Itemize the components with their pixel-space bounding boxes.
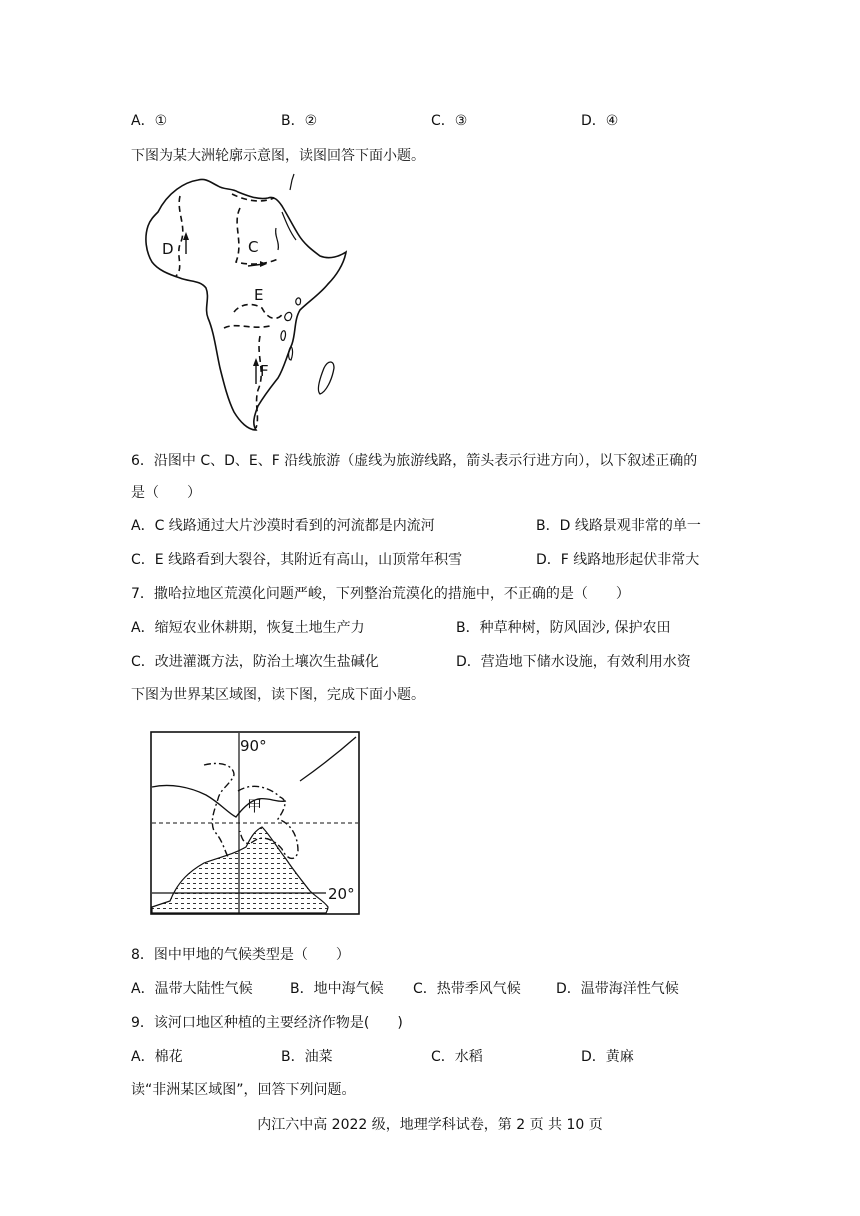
q6-option-d: D．F 线路地形起伏非常大 [536,552,700,568]
q8-option-c: C．热带季风气候 [413,981,521,997]
latitude-label: 20° [328,885,355,903]
q5-option-b: B．② [281,113,318,129]
q9-stem: 9．该河口地区种植的主要经济作物是( ) [131,1015,403,1031]
q6-option-b: B．D 线路景观非常的单一 [536,518,701,534]
route-label-d: D [162,240,174,258]
q9-option-d: D．黄麻 [581,1049,634,1065]
q6-option-c: C．E 线路看到大裂谷，其附近有高山，山顶常年积雪 [131,552,463,568]
next-intro: 读“非洲某区域图”，回答下列问题。 [131,1082,356,1098]
madagascar [318,362,334,394]
q7-stem: 7．撒哈拉地区荒漠化问题严峻，下列整治荒漠化的措施中，不正确的是（ ） [131,586,630,602]
q8-option-b: B．地中海气候 [290,981,384,997]
africa-intro: 下图为某大洲轮廓示意图，读图回答下面小题。 [131,148,425,164]
q7-option-a: A．缩短农业休耕期，恢复土地生产力 [131,620,365,636]
region-map [150,731,361,916]
africa-map [140,172,350,434]
region-intro: 下图为世界某区域图，读下图，完成下面小题。 [131,687,425,703]
route-label-e: E [254,286,264,304]
route-label-c: C [248,238,259,256]
q5-option-c: C．③ [431,113,468,129]
q8-option-a: A．温带大陆性气候 [131,981,253,997]
q7-option-c: C．改进灌溉方法，防治土壤次生盐碱化 [131,654,379,670]
q9-option-a: A．棉花 [131,1049,183,1065]
q6-stem-line2: 是（ ） [131,485,201,501]
route-label-f: F [260,362,269,380]
page-footer: 内江六中高 2022 级，地理学科试卷，第 2 页 共 10 页 [257,1117,603,1133]
place-label-jia: 甲 [247,797,263,815]
q7-option-b: B．种草种树，防风固沙, 保护农田 [456,620,671,636]
q9-option-b: B．油菜 [281,1049,333,1065]
q6-stem-line1: 6．沿图中 C、D、E、F 沿线旅游（虚线为旅游线路，箭头表示行进方向），以下叙述正确的 [131,453,698,469]
q7-option-d: D．营造地下储水设施，有效利用水资 [456,654,691,670]
q9-option-c: C．水稻 [431,1049,483,1065]
q8-option-d: D．温带海洋性气候 [556,981,679,997]
q5-option-a: A．① [131,113,168,129]
q6-option-a: A．C 线路通过大片沙漠时看到的河流都是内流河 [131,518,435,534]
q5-option-d: D．④ [581,113,619,129]
longitude-label: 90° [240,737,267,755]
q8-stem: 8．图中甲地的气候类型是（ ） [131,947,350,963]
